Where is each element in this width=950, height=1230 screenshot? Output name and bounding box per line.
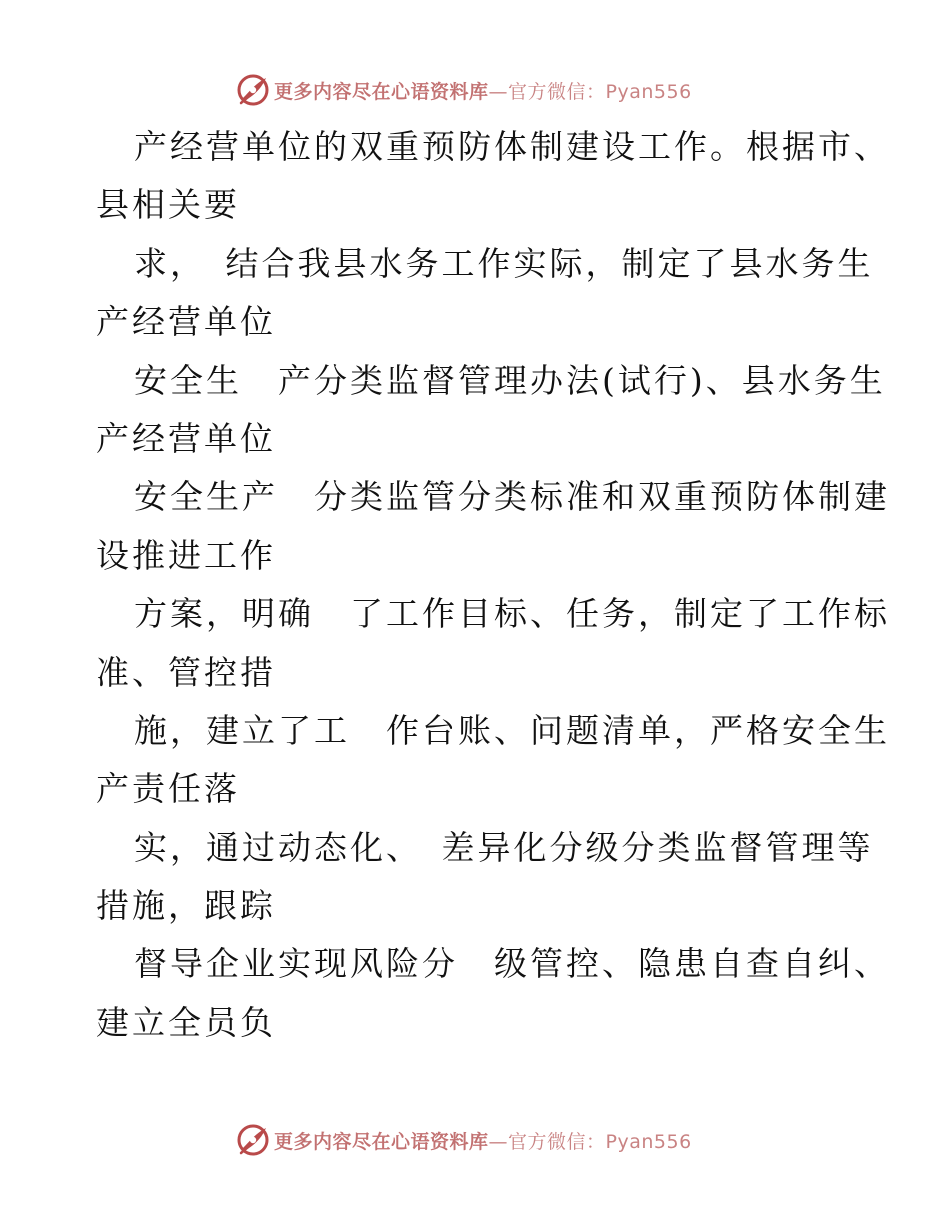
body-line-13: 实，通过动态化、 差异化分级分类监督管理等 [134,827,874,867]
footer-watermark-banner [236,1122,692,1158]
footer-banner-main: 更多内容尽在心语资料库 [274,1130,489,1153]
document-body [96,118,890,1052]
body-line-10: 准、管控措 [96,652,276,692]
quill-logo-icon [236,73,270,107]
body-line-7: 安全生产 分类监管分类标准和双重预防体制建 [134,477,890,517]
quill-logo-icon [236,1123,270,1157]
body-line-9: 方案，明确 了工作目标、任务，制定了工作标 [134,594,890,634]
body-line-1: 产经营单位的双重预防体制建设工作。根据市、 [134,127,890,166]
body-line-11: 施，建立了工 作台账、问题清单，严格安全生 [134,710,890,750]
body-line-8: 设推进工作 [96,535,276,575]
footer-banner-text [274,1127,692,1154]
footer-banner-separator: — [488,1130,509,1153]
body-line-12: 产责任落 [96,769,240,809]
body-line-6: 产经营单位 [96,418,276,458]
body-line-4: 产经营单位 [96,302,276,342]
header-banner-separator: — [488,80,509,103]
header-banner-wechat: 官方微信：Pyan556 [508,80,692,103]
body-line-14: 措施，跟踪 [96,886,276,926]
header-banner-main: 更多内容尽在心语资料库 [274,80,489,103]
header-banner-text [274,77,692,104]
body-line-16: 建立全员负 [96,1002,276,1042]
body-line-3: 求， 结合我县水务工作实际，制定了县水务生 [134,243,874,283]
header-watermark-banner [236,72,692,108]
body-line-15: 督导企业实现风险分 级管控、隐患自查自纠、 [134,944,890,984]
body-line-5: 安全生 产分类监督管理办法(试行)、县水务生 [134,360,886,400]
body-line-2: 县相关要 [96,185,240,225]
footer-banner-wechat: 官方微信：Pyan556 [508,1130,692,1153]
